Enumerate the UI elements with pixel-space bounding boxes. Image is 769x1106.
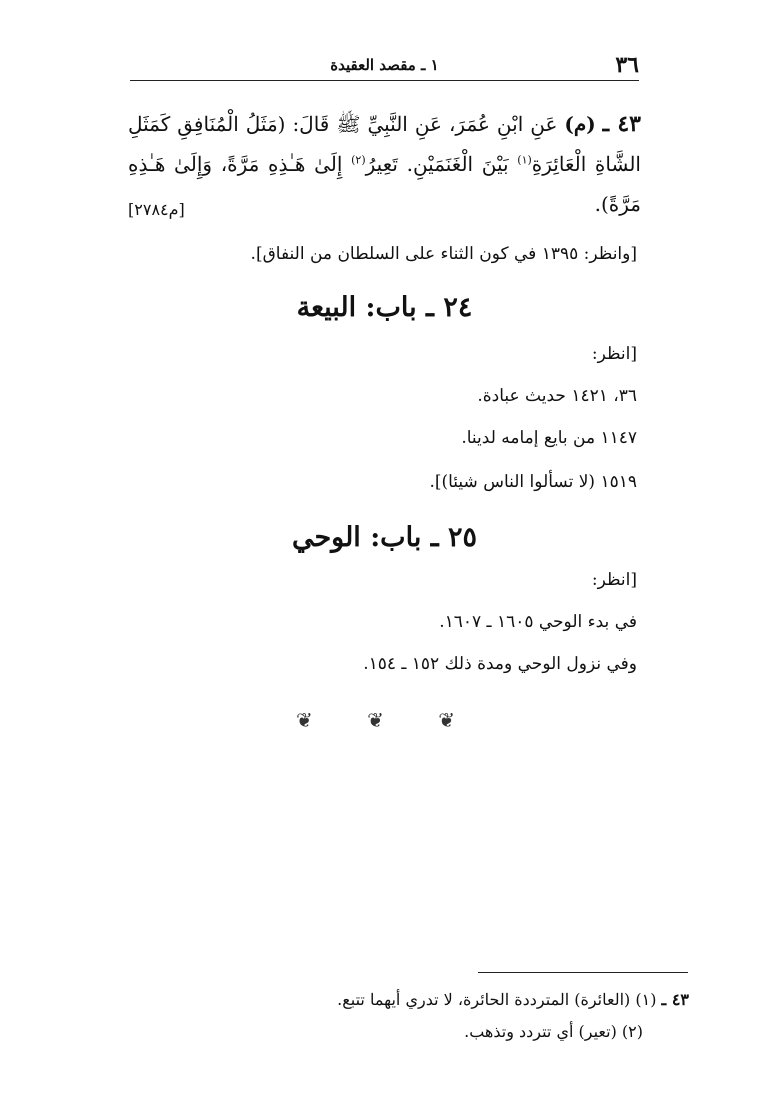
chapter-25-item: في بدء الوحي ١٦٠٥ ـ ١٦٠٧. <box>439 612 637 632</box>
hadith-text-part1: عَنِ ابْنِ عُمَرَ، عَنِ النَّبِيِّ ﷺ قَالَ: (مَثَلُ الْمُنَافِقِ كَمَثَلِ الشَّاةِ الْعَائِرَةِ <box>128 112 641 176</box>
ornament-icon: ❦ <box>367 708 402 732</box>
footnote-1 <box>337 990 689 1009</box>
hadith-source-reference: [م٢٧٨٤] <box>128 200 185 219</box>
footnote-text-1: (١) (العائرة) المترددة الحائرة، لا تدري أيهما تتبع. <box>337 990 657 1009</box>
chapter-25-title: ٢٥ ـ باب: الوحي <box>291 522 478 553</box>
footnote-hadith-number: ٤٣ ـ <box>661 990 689 1009</box>
chapter-25-see-label: [انظر: <box>591 570 637 590</box>
footnote-marker-2: (٢) <box>351 153 366 167</box>
chapter-24-item: ١٥١٩ (لا تسألوا الناس شيئا)]. <box>429 472 637 492</box>
section-end-ornaments <box>0 708 769 732</box>
hadith-text-part2: بَيْنَ الْغَنَمَيْنِ. تَعِيرُ <box>365 152 509 176</box>
hadith-text-part3: إِلَىٰ هَـٰذِهِ مَرَّةً، وَإِلَىٰ هَـٰذِهِ مَرَّةً). <box>128 152 641 216</box>
footnote-divider <box>478 972 688 973</box>
hadith-43 <box>128 104 641 224</box>
chapter-24-item: ١١٤٧ من بايع إمامه لدينا. <box>461 428 637 448</box>
page-number: ٣٦ <box>615 52 639 78</box>
hadith-source-tag: (م) <box>564 112 596 136</box>
hadith-number: ٤٣ ـ <box>602 111 641 137</box>
running-header <box>130 52 639 80</box>
header-title: ١ ـ مقصد العقيدة <box>330 56 439 74</box>
ornament-icon: ❦ <box>438 708 473 732</box>
ornament-icon: ❦ <box>295 708 331 732</box>
footnote-text-2: (٢) (تعير) أي تتردد وتذهب. <box>464 1022 643 1041</box>
footnote-marker-1: (١) <box>517 153 532 167</box>
header-divider <box>130 80 639 81</box>
chapter-24-see-label: [انظر: <box>591 344 637 364</box>
chapter-25-item: وفي نزول الوحي ومدة ذلك ١٥٢ ـ ١٥٤. <box>363 654 637 674</box>
see-also-note: [وانظر: ١٣٩٥ في كون الثناء على السلطان من النفاق]. <box>250 244 637 264</box>
footnote-2 <box>464 1022 643 1041</box>
chapter-24-item: ٣٦، ١٤٢١ حديث عبادة. <box>477 386 637 406</box>
chapter-24-title: ٢٤ ـ باب: البيعة <box>296 292 473 323</box>
